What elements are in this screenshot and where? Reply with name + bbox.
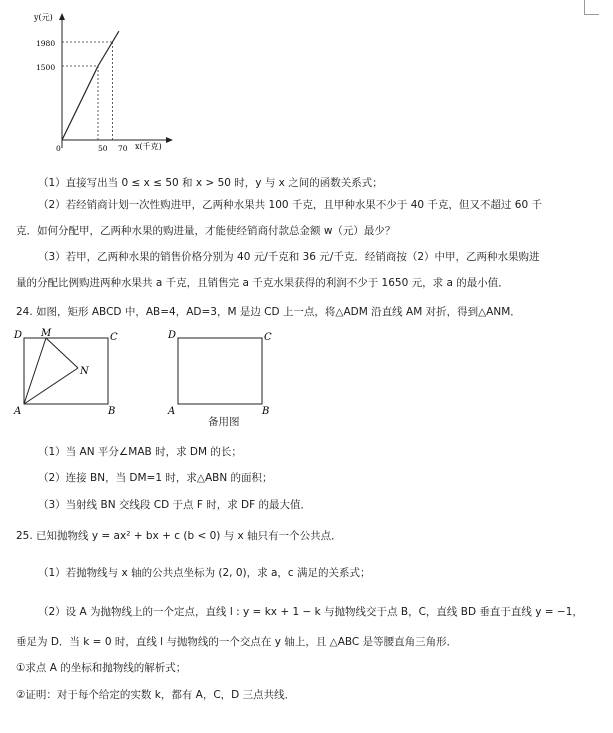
q25-stem: 25. 已知抛物线 y = ax² + bx + c (b < 0) 与 x 轴只有一个公共点． <box>16 530 342 542</box>
q23-part2-line2: 克．如何分配甲，乙两种水果的购进量，才能使经销商付款总金额 w（元）最少？ <box>16 225 396 237</box>
x-axis-label: x(千克) <box>135 142 162 151</box>
fig2-label-C: C <box>264 332 272 343</box>
q25-sub1: ①求点 A 的坐标和抛物线的解析式； <box>16 662 187 674</box>
q23-part2-line1: （2）若经销商计划一次性购进甲，乙两种水果共 100 千克，且甲种水果不少于 40 千克，但又不超过 60 千 <box>38 199 542 211</box>
function-graph <box>22 8 182 158</box>
fig1-label-D: D <box>14 330 23 341</box>
q25-part1: （1）若抛物线与 x 轴的公共点坐标为 (2, 0)，求 a，c 满足的关系式； <box>38 567 371 579</box>
fig2-label-D: D <box>168 330 177 341</box>
x-tick-50: 50 <box>98 144 108 153</box>
fig1-label-M: M <box>41 328 52 339</box>
y-tick-1500: 1500 <box>36 63 56 72</box>
q23-part3-line1: （3）若甲，乙两种水果的销售价格分别为 40 元/千克和 36 元/千克．经销商按（2）中甲，乙两种水果购进 <box>38 251 540 263</box>
q25-sub2: ②证明：对于每个给定的实数 k，都有 A，C，D 三点共线． <box>16 689 296 701</box>
x-axis-arrow <box>166 137 173 143</box>
q24-stem: 24. 如图，矩形 ABCD 中，AB=4，AD=3，M 是边 CD 上一点，将△ADM 沿直线 AM 对折，得到△ANM． <box>16 306 521 318</box>
q24-part3: （3）当射线 BN 交线段 CD 于点 F 时，求 DF 的最大值． <box>38 499 312 511</box>
x-tick-0: 0 <box>56 144 61 153</box>
page-corner-mark <box>584 0 599 15</box>
y-axis-arrow <box>59 13 65 20</box>
fig1-label-A: A <box>14 406 22 417</box>
fig1-label-C: C <box>110 332 118 343</box>
y-axis-label: y(元) <box>34 13 53 22</box>
x-tick-70: 70 <box>118 144 128 153</box>
q24-part1: （1）当 AN 平分∠MAB 时，求 DM 的长； <box>38 446 242 458</box>
fig1-label-N: N <box>80 366 89 377</box>
fig2-label-B: B <box>262 406 270 417</box>
fig1-label-B: B <box>108 406 116 417</box>
y-tick-1980: 1980 <box>36 39 56 48</box>
graph-polyline <box>62 31 119 140</box>
q25-part2-line1: （2）设 A 为抛物线上的一个定点，直线 l : y = kx + 1 − k 与抛物线交于点 B，C，直线 BD 垂直于直线 y = −1， <box>38 606 583 618</box>
q24-figure-spare <box>166 328 276 418</box>
q23-part3-line2: 量的分配比例购进两种水果共 a 千克，且销售完 a 千克水果获得的利润不少于 1650 元，求 a 的最小值． <box>16 277 509 289</box>
q24-part2: （2）连接 BN，当 DM=1 时，求△ABN 的面积； <box>38 472 273 484</box>
q24-figure-main <box>12 328 122 418</box>
q23-part1: （1）直接写出当 0 ≤ x ≤ 50 和 x > 50 时，y 与 x 之间的函数关系式； <box>38 177 383 189</box>
q25-part2-line2: 垂足为 D．当 k = 0 时，直线 l 与抛物线的一个交点在 y 轴上，且 △ABC 是等腰直角三角形． <box>16 636 458 648</box>
q24-spare-caption: 备用图 <box>208 416 240 428</box>
fig2-label-A: A <box>168 406 176 417</box>
